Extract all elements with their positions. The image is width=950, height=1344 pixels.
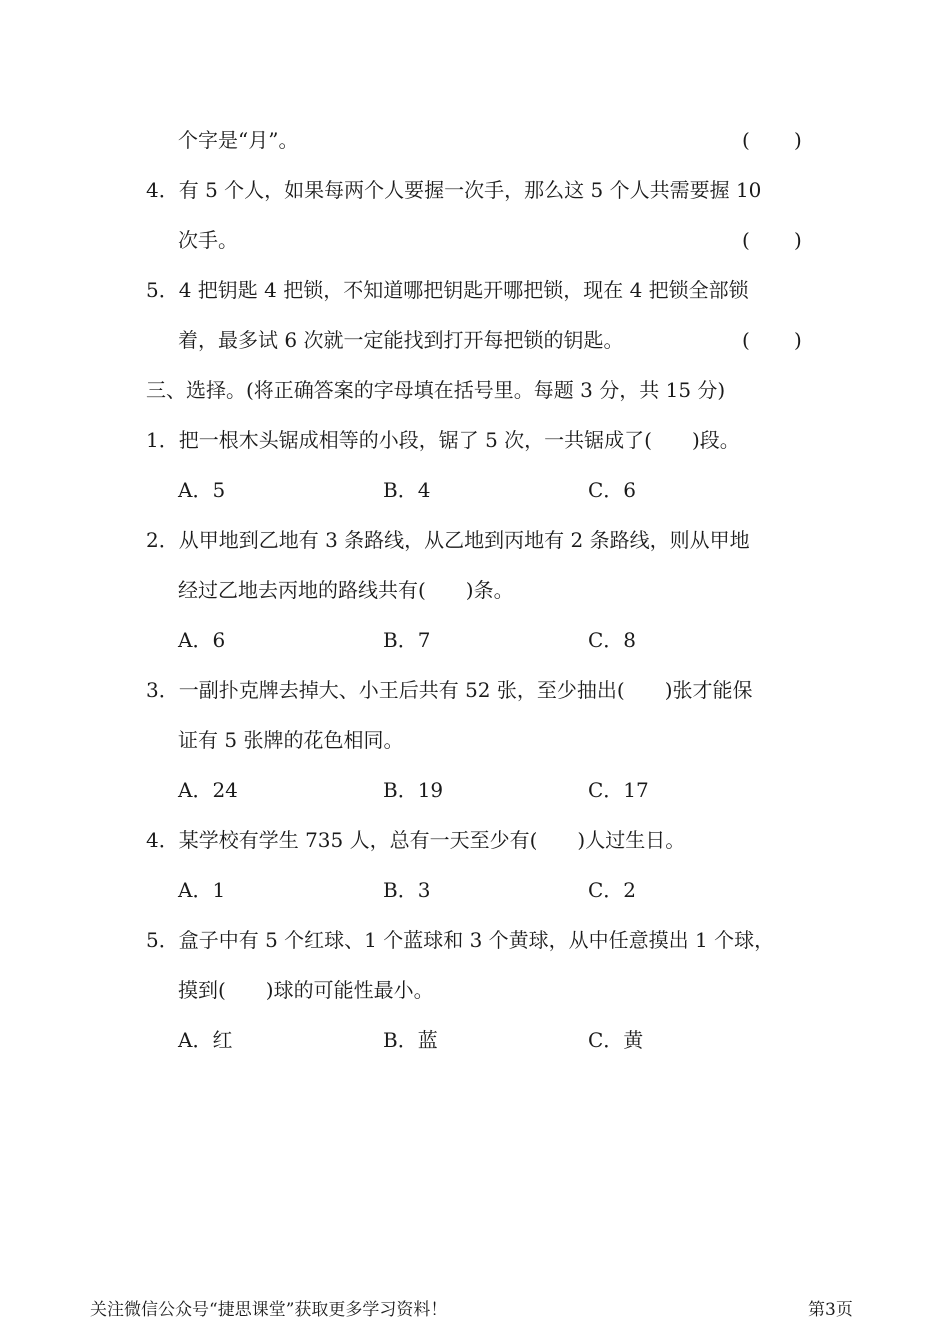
- judge-q3-text: 个字是“月”。: [178, 128, 299, 152]
- judge-q4-line2: 次手。 ( ): [0, 222, 950, 258]
- judge-q4-text: 4．有 5 个人，如果每两个人要握一次手，那么这 5 个人共需要握 10: [146, 178, 762, 202]
- question-text-cont: 经过乙地去丙地的路线共有( )条。: [178, 578, 514, 602]
- option-a[interactable]: A．5: [178, 478, 226, 502]
- judge-q5-line2: 着，最多试 6 次就一定能找到打开每把锁的钥匙。 ( ): [0, 322, 950, 358]
- option-c[interactable]: C．6: [588, 478, 637, 502]
- option-b[interactable]: B．3: [383, 878, 431, 902]
- option-b[interactable]: B．4: [383, 478, 431, 502]
- option-b[interactable]: B．7: [383, 628, 431, 652]
- page-number: 第3页: [808, 1300, 853, 1320]
- choice-q1-options: [0, 472, 950, 508]
- choice-q5-options: [0, 1022, 950, 1058]
- judge-q5-text-cont: 着，最多试 6 次就一定能找到打开每把锁的钥匙。: [178, 328, 624, 352]
- option-a[interactable]: A．24: [178, 778, 238, 802]
- option-c[interactable]: C．黄: [588, 1028, 644, 1052]
- option-b[interactable]: B．蓝: [383, 1028, 438, 1052]
- option-a[interactable]: A．6: [178, 628, 226, 652]
- section3-heading: [0, 372, 950, 408]
- question-text: 1．把一根木头锯成相等的小段，锯了 5 次，一共锯成了( )段。: [146, 428, 740, 452]
- question-text-cont: 证有 5 张牌的花色相同。: [178, 728, 404, 752]
- choice-q2-line1: [0, 522, 950, 558]
- judge-q5-text: 5．4 把钥匙 4 把锁，不知道哪把钥匙开哪把锁，现在 4 把锁全部锁: [146, 278, 749, 302]
- judge-q4-text-cont: 次手。: [178, 228, 238, 252]
- choice-q4-line1: [0, 822, 950, 858]
- option-c[interactable]: C．17: [588, 778, 649, 802]
- choice-q5-line1: [0, 922, 950, 958]
- question-text-cont: 摸到( )球的可能性最小。: [178, 978, 434, 1002]
- option-b[interactable]: B．19: [383, 778, 444, 802]
- footer-promo: 关注微信公众号“捷思课堂”获取更多学习资料！: [90, 1300, 448, 1320]
- choice-q4-options: [0, 872, 950, 908]
- choice-q3-line2: [0, 722, 950, 758]
- judge-q4-line1: [0, 172, 950, 208]
- choice-q5-line2: [0, 972, 950, 1008]
- question-text: 2．从甲地到乙地有 3 条路线，从乙地到丙地有 2 条路线，则从甲地: [146, 528, 750, 552]
- question-text: 3．一副扑克牌去掉大、小王后共有 52 张，至少抽出( )张才能保: [146, 678, 753, 702]
- choice-q1-line1: [0, 422, 950, 458]
- page-footer: [0, 1295, 950, 1325]
- question-text: 5．盒子中有 5 个红球、1 个蓝球和 3 个黄球，从中任意摸出 1 个球，: [146, 928, 775, 952]
- judge-q5-line1: [0, 272, 950, 308]
- option-c[interactable]: C．8: [588, 628, 637, 652]
- choice-q3-options: [0, 772, 950, 808]
- choice-q3-line1: [0, 672, 950, 708]
- option-a[interactable]: A．红: [178, 1028, 233, 1052]
- choice-q2-options: [0, 622, 950, 658]
- option-c[interactable]: C．2: [588, 878, 637, 902]
- judge-q3-continued: 个字是“月”。 ( ): [0, 122, 950, 158]
- option-a[interactable]: A．1: [178, 878, 226, 902]
- question-text: 4．某学校有学生 735 人，总有一天至少有( )人过生日。: [146, 828, 686, 852]
- section-heading-text: 三、选择。(将正确答案的字母填在括号里。每题 3 分，共 15 分): [146, 378, 726, 402]
- choice-q2-line2: [0, 572, 950, 608]
